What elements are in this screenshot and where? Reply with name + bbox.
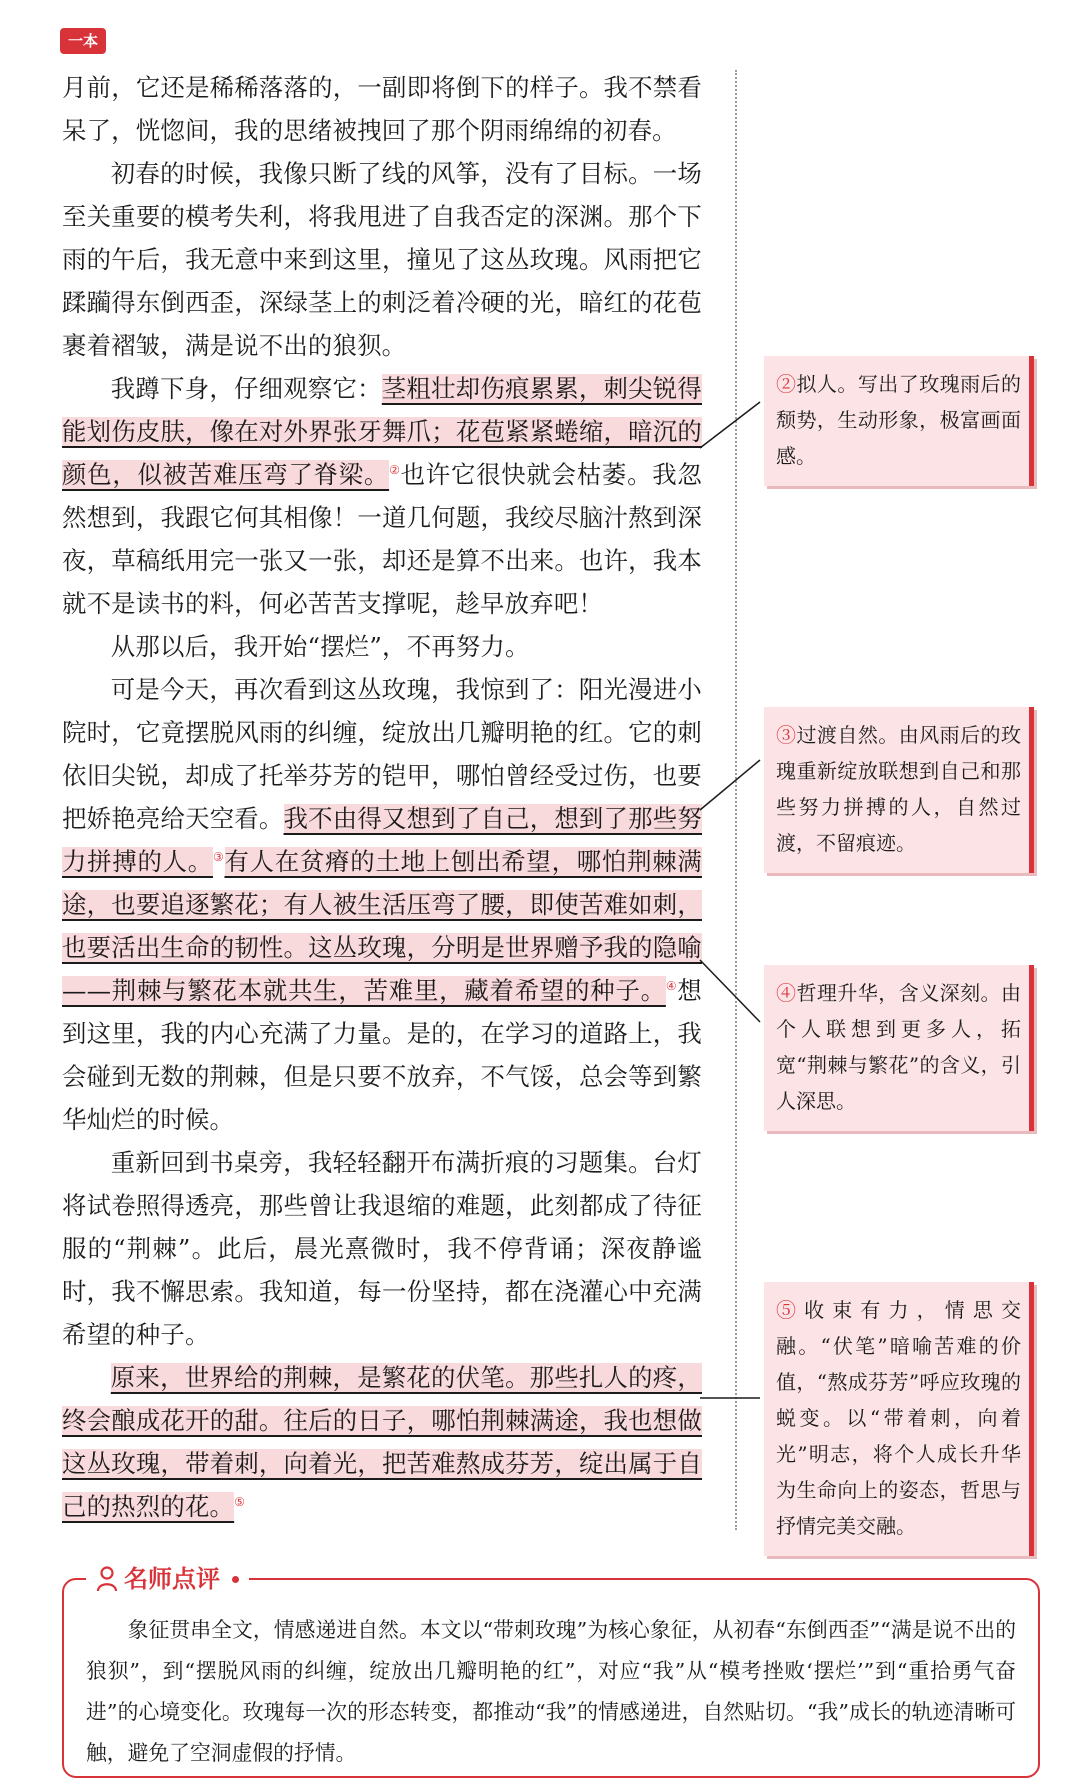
connector-line-4 (700, 960, 760, 1022)
annotation-mark-3: ③ (212, 849, 225, 864)
highlight-conclusion: 原来，世界给的荆棘，是繁花的伏笔。那些扎人的疼，终会酿成花开的甜。往后的日子，哪怕荆棘满途，我也想做这丛玫瑰，带着刺，向着光，把苦难熬成芬芳，绽出属于自己的热烈的花。 (62, 1363, 702, 1521)
note-text: 收束有力，情思交融。“伏笔”暗喻苦难的价值，“熬成芬芳”呼应玫瑰的蜕变。以“带着刺，向着光”明志，将个人成长升华为生命向上的姿态，哲思与抒情完美交融。 (776, 1298, 1021, 1538)
column-divider (735, 70, 737, 1530)
note-number: ③ (776, 723, 797, 747)
highlight-transition: 我不由得又想到了自己，想到了那些努力拼搏的人。 (62, 804, 702, 876)
page-badge: 一本 (60, 28, 106, 54)
annotation-note-5 (764, 1282, 1034, 1556)
note-text: 哲理升华，含义深刻。由个人联想到更多人，拓宽“荆棘与繁花”的含义，引人深思。 (776, 981, 1022, 1113)
essay-paragraph-5 (62, 668, 702, 1141)
note-number: ⑤ (776, 1298, 805, 1322)
essay-body (62, 66, 702, 1528)
essay-text: 想到这里，我的内心充满了力量。是的，在学习的道路上，我会碰到无数的荆棘，但是只要不放弃，不气馁，总会等到繁华灿烂的时候。 (62, 976, 702, 1134)
teacher-review-box (62, 1565, 1040, 1778)
essay-paragraph-3 (62, 367, 702, 625)
annotation-note-4 (764, 965, 1034, 1131)
teacher-icon (96, 1566, 118, 1592)
note-number: ② (776, 372, 797, 396)
title-dot-icon (232, 1576, 239, 1583)
note-text: 过渡自然。由风雨后的玫瑰重新绽放联想到自己和那些努力拼搏的人，自然过渡，不留痕迹。 (776, 723, 1022, 855)
annotation-note-2 (764, 356, 1034, 486)
connector-line-3 (700, 760, 760, 810)
review-header (86, 1562, 249, 1596)
essay-paragraph-2: 初春的时候，我像只断了线的风筝，没有了目标。一场至关重要的模考失利，将我甩进了自我否定的深渊。那个下雨的午后，我无意中来到这里，撞见了这丛玫瑰。风雨把它蹂躏得东倒西歪，深绿茎上的刺泛着冷硬的光，暗红的花苞裹着褶皱，满是说不出的狼狈。 (62, 159, 702, 360)
annotation-mark-2: ② (389, 462, 401, 477)
essay-text: 我蹲下身，仔细观察它： (110, 374, 382, 403)
highlight-philosophy: 有人在贫瘠的土地上刨出希望，哪怕荆棘满途，也要追逐繁花；有人被生活压弯了腰，即使苦难如刺，也要活出生命的韧性。这丛玫瑰，分明是世界赠予我的隐喻——荆棘与繁花本就共生，苦难里，藏着希望的种子。 (62, 847, 702, 1005)
essay-text: 可是今天，再次看到这丛玫瑰，我惊到了：阳光漫进小院时，它竟摆脱风雨的纠缠，绽放出几瓣明艳的红。它的刺依旧尖锐，却成了托举芬芳的铠甲，哪怕曾经受过伤，也要把娇艳亮给天空看。 (62, 675, 702, 833)
annotation-mark-4: ④ (665, 978, 678, 993)
connector-line-2 (700, 402, 760, 448)
note-text: 拟人。写出了玫瑰雨后的颓势，生动形象，极富画面感。 (776, 372, 1022, 468)
annotation-note-3 (764, 707, 1034, 873)
essay-paragraph-1: 月前，它还是稀稀落落的，一副即将倒下的样子。我不禁看呆了，恍惚间，我的思绪被拽回了那个阴雨绵绵的初春。 (62, 73, 702, 145)
note-number: ④ (776, 981, 797, 1005)
review-body: 象征贯串全文，情感递进自然。本文以“带刺玫瑰”为核心象征，从初春“东倒西歪”“满是说不出的狼狈”，到“摆脱风雨的纠缠，绽放出几瓣明艳的红”，对应“我”从“模考挫败‘摆烂’”到“重拾勇气奋进”的心境变化。玫瑰每一次的形态转变，都推动“我”的情感递进，自然贴切。“我”成长的轨迹清晰可触，避免了空洞虚假的抒情。 (86, 1618, 1016, 1765)
essay-paragraph-6: 重新回到书桌旁，我轻轻翻开布满折痕的习题集。台灯将试卷照得透亮，那些曾让我退缩的难题，此刻都成了待征服的“荆棘”。此后，晨光熹微时，我不停背诵；深夜静谧时，我不懈思索。我知道，每一份坚持，都在浇灌心中充满希望的种子。 (62, 1148, 702, 1349)
essay-text: 也许它很快就会枯萎。我忽然想到，我跟它何其相像！一道几何题，我绞尽脑汁熬到深夜，草稿纸用完一张又一张，却还是算不出来。也许，我本就不是读书的料，何必苦苦支撑呢，趁早放弃吧！ (62, 460, 702, 618)
highlight-personification: 茎粗壮却伤痕累累，刺尖锐得能划伤皮肤，像在对外界张牙舞爪；花苞紧紧蜷缩，暗沉的颜色，似被苦难压弯了脊梁。 (62, 374, 702, 489)
annotation-mark-5: ⑤ (234, 1494, 246, 1509)
essay-paragraph-7 (62, 1356, 702, 1528)
review-title: 名师点评 (124, 1565, 220, 1593)
essay-paragraph-4: 从那以后，我开始“摆烂”，不再努力。 (110, 632, 530, 661)
